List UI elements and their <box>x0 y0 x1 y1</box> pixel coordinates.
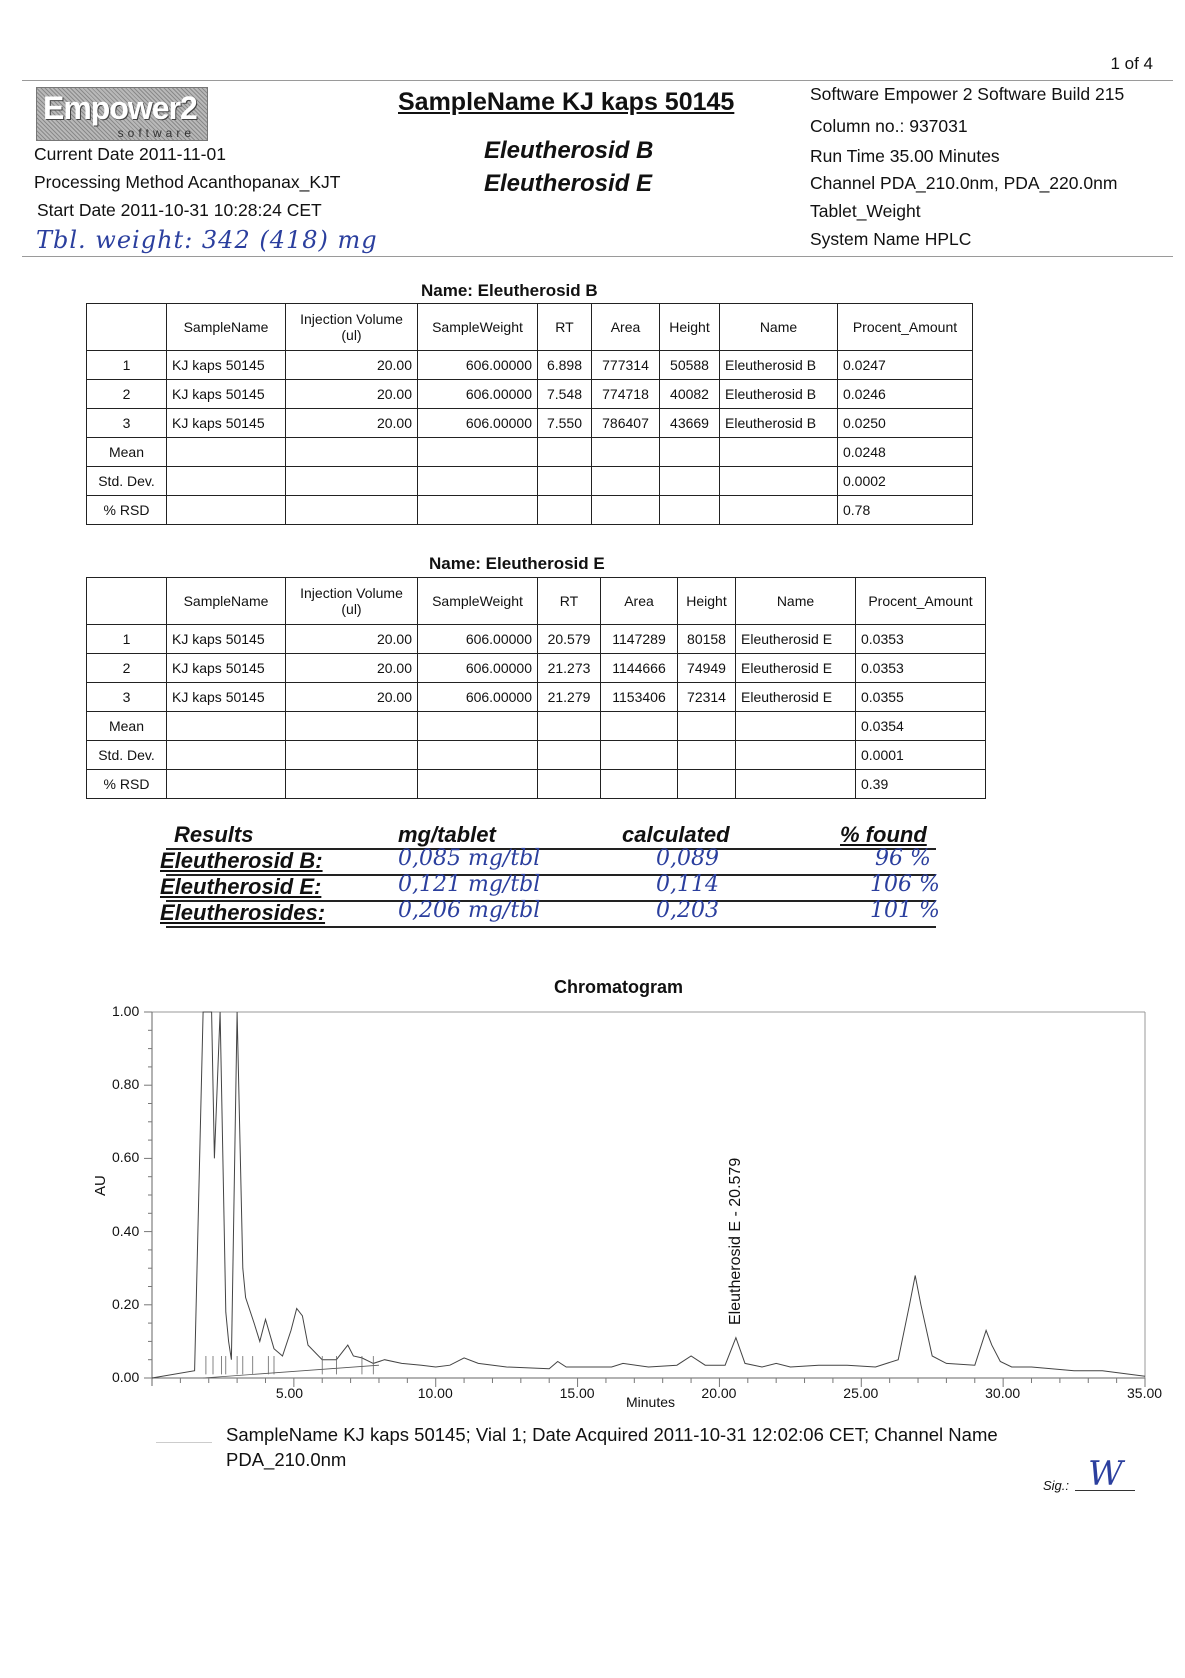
cell-area: 786407 <box>592 409 660 438</box>
cell-rt: 21.279 <box>538 683 601 712</box>
cell-samplename: KJ kaps 50145 <box>167 625 286 654</box>
result-mg-tablet-e: 0,121 mg/tbl <box>398 872 541 897</box>
cell-rt: 20.579 <box>538 625 601 654</box>
col-sampleweight: SampleWeight <box>418 304 538 351</box>
col-samplename: SampleName <box>167 578 286 625</box>
cell-area: 777314 <box>592 351 660 380</box>
cell-injection-volume: 20.00 <box>286 683 418 712</box>
cell-rt: 21.273 <box>538 654 601 683</box>
result-label-b: Eleutherosid B: <box>160 848 323 873</box>
cell-sampleweight: 606.00000 <box>418 654 538 683</box>
cell-area: 1153406 <box>601 683 678 712</box>
cell-rt: 7.548 <box>538 380 592 409</box>
stat-value: 0.0248 <box>838 438 973 467</box>
cell-index: 3 <box>87 683 167 712</box>
col-procent-amount: Procent_Amount <box>856 578 986 625</box>
cell-sampleweight: 606.00000 <box>418 380 538 409</box>
table-b-caption: Name: Eleutherosid B <box>421 281 598 300</box>
stat-value: 0.39 <box>856 770 986 799</box>
cell-sampleweight: 606.00000 <box>418 683 538 712</box>
cell-name: Eleutherosid E <box>736 683 856 712</box>
x-axis-label: Minutes <box>626 1394 676 1410</box>
cell-index: 1 <box>87 625 167 654</box>
cell-area: 1147289 <box>601 625 678 654</box>
processing-method: Processing Method Acanthopanax_KJT <box>34 172 341 192</box>
mg-tablet-header: mg/tablet <box>398 822 496 847</box>
x-tick-label: 5.00 <box>275 1385 304 1401</box>
x-tick-label: 15.00 <box>559 1385 595 1401</box>
x-tick-label: 35.00 <box>1127 1385 1163 1401</box>
results-header: Results <box>174 822 254 847</box>
result-label-e: Eleutherosid E: <box>160 874 322 899</box>
logo-subtext: software <box>117 126 195 140</box>
cell-height: 40082 <box>660 380 720 409</box>
y-tick-label: 1.00 <box>112 1003 140 1019</box>
cell-injection-volume: 20.00 <box>286 351 418 380</box>
software-info: Software Empower 2 Software Build 215 <box>810 84 1125 104</box>
result-mg-tablet-total: 0,206 mg/tbl <box>398 898 541 923</box>
stat-value: 0.0354 <box>856 712 986 741</box>
cell-samplename: KJ kaps 50145 <box>167 380 286 409</box>
footer-rule <box>156 1442 212 1443</box>
column-number: Column no.: 937031 <box>810 116 968 136</box>
cell-injection-volume: 20.00 <box>286 625 418 654</box>
footer-line-2: PDA_210.0nm <box>226 1449 347 1470</box>
cell-rt: 7.550 <box>538 409 592 438</box>
cell-rt: 6.898 <box>538 351 592 380</box>
run-time: Run Time 35.00 Minutes <box>810 146 1000 166</box>
chart-title: Chromatogram <box>554 977 684 997</box>
cell-procent-amount: 0.0250 <box>838 409 973 438</box>
cell-injection-volume: 20.00 <box>286 409 418 438</box>
cell-samplename: KJ kaps 50145 <box>167 351 286 380</box>
col-sampleweight: SampleWeight <box>418 578 538 625</box>
cell-sampleweight: 606.00000 <box>418 351 538 380</box>
cell-injection-volume: 20.00 <box>286 654 418 683</box>
cell-procent-amount: 0.0247 <box>838 351 973 380</box>
stat-label: % RSD <box>87 770 167 799</box>
x-tick-label: 10.00 <box>417 1385 453 1401</box>
y-tick-label: 0.60 <box>112 1149 140 1166</box>
y-tick-label: 0.40 <box>112 1222 140 1239</box>
result-calculated-e: 0,114 <box>656 872 719 897</box>
cell-sampleweight: 606.00000 <box>418 625 538 654</box>
cell-height: 80158 <box>678 625 736 654</box>
cell-procent-amount: 0.0353 <box>856 654 986 683</box>
cell-sampleweight: 606.00000 <box>418 409 538 438</box>
col-height: Height <box>660 304 720 351</box>
col-area: Area <box>592 304 660 351</box>
calculated-header: calculated <box>622 822 730 847</box>
cell-index: 2 <box>87 654 167 683</box>
cell-procent-amount: 0.0353 <box>856 625 986 654</box>
cell-name: Eleutherosid B <box>720 351 838 380</box>
percent-found-header: % found <box>840 822 927 847</box>
cell-height: 43669 <box>660 409 720 438</box>
stat-value: 0.78 <box>838 496 973 525</box>
cell-procent-amount: 0.0246 <box>838 380 973 409</box>
cell-injection-volume: 20.00 <box>286 380 418 409</box>
result-found-e: 106 % <box>870 872 940 897</box>
stat-label: Std. Dev. <box>87 741 167 770</box>
stat-value: 0.0001 <box>856 741 986 770</box>
cell-height: 72314 <box>678 683 736 712</box>
cell-area: 774718 <box>592 380 660 409</box>
result-found-total: 101 % <box>870 898 940 923</box>
cell-index: 1 <box>87 351 167 380</box>
cell-area: 1144666 <box>601 654 678 683</box>
tablet-weight-field: Tablet_Weight <box>810 201 921 221</box>
footer-line-1: SampleName KJ kaps 50145; Vial 1; Date Acquired 2011-10-31 12:02:06 CET; Channel Name <box>226 1424 998 1445</box>
y-tick-label: 0.80 <box>112 1076 140 1093</box>
stat-label: Mean <box>87 438 167 467</box>
handwritten-tablet-weight: Tbl. weight: 342 (418) mg <box>36 226 378 254</box>
col-samplename: SampleName <box>167 304 286 351</box>
x-tick-label: 25.00 <box>843 1385 879 1401</box>
stat-label: % RSD <box>87 496 167 525</box>
cell-height: 50588 <box>660 351 720 380</box>
cell-index: 2 <box>87 380 167 409</box>
x-tick-label: 20.00 <box>701 1385 737 1401</box>
x-tick-label: 30.00 <box>985 1385 1021 1401</box>
col-injection-volume: Injection Volume (ul) <box>286 578 418 625</box>
result-mg-tablet-b: 0,085 mg/tbl <box>398 846 541 871</box>
cell-name: Eleutherosid B <box>720 380 838 409</box>
col-height: Height <box>678 578 736 625</box>
system-name: System Name HPLC <box>810 229 972 249</box>
cell-name: Eleutherosid E <box>736 625 856 654</box>
col-injection-volume: Injection Volume (ul) <box>286 304 418 351</box>
y-tick-label: 0.20 <box>112 1295 140 1312</box>
peak-annotation-eleutherosid-e: Eleutherosid E - 20.579 <box>727 1157 744 1325</box>
stat-value: 0.0002 <box>838 467 973 496</box>
cell-index: 3 <box>87 409 167 438</box>
y-tick-label: 0.00 <box>112 1369 140 1385</box>
col-rt: RT <box>538 304 592 351</box>
page-indicator: 1 of 4 <box>1110 54 1153 73</box>
cell-samplename: KJ kaps 50145 <box>167 683 286 712</box>
subtitle-eleutherosid-e: Eleutherosid E <box>484 170 653 197</box>
result-found-b: 96 % <box>875 846 931 871</box>
result-label-total: Eleutherosides: <box>160 900 326 925</box>
signature-label: Sig.: <box>1043 1478 1070 1493</box>
logo-text: Empower2 <box>43 90 197 126</box>
col-procent-amount: Procent_Amount <box>838 304 973 351</box>
cell-samplename: KJ kaps 50145 <box>167 409 286 438</box>
col-name: Name <box>720 304 838 351</box>
col-name: Name <box>736 578 856 625</box>
page-title: SampleName KJ kaps 50145 <box>398 88 735 116</box>
y-axis-label: AU <box>92 1175 109 1196</box>
cell-name: Eleutherosid B <box>720 409 838 438</box>
stat-label: Mean <box>87 712 167 741</box>
result-calculated-b: 0,089 <box>656 846 719 871</box>
col-area: Area <box>601 578 678 625</box>
signature-initials: W <box>1088 1454 1123 1494</box>
col-rt: RT <box>538 578 601 625</box>
footer-sample-info <box>226 1422 1126 1472</box>
subtitle-eleutherosid-b: Eleutherosid B <box>484 137 654 164</box>
cell-procent-amount: 0.0355 <box>856 683 986 712</box>
current-date: Current Date 2011-11-01 <box>34 144 226 164</box>
table-e-caption: Name: Eleutherosid E <box>429 554 605 573</box>
cell-samplename: KJ kaps 50145 <box>167 654 286 683</box>
cell-name: Eleutherosid E <box>736 654 856 683</box>
start-date: Start Date 2011-10-31 10:28:24 CET <box>37 200 322 220</box>
stat-label: Std. Dev. <box>87 467 167 496</box>
channel-info: Channel PDA_210.0nm, PDA_220.0nm <box>810 173 1118 193</box>
result-calculated-total: 0,203 <box>656 898 719 923</box>
cell-height: 74949 <box>678 654 736 683</box>
